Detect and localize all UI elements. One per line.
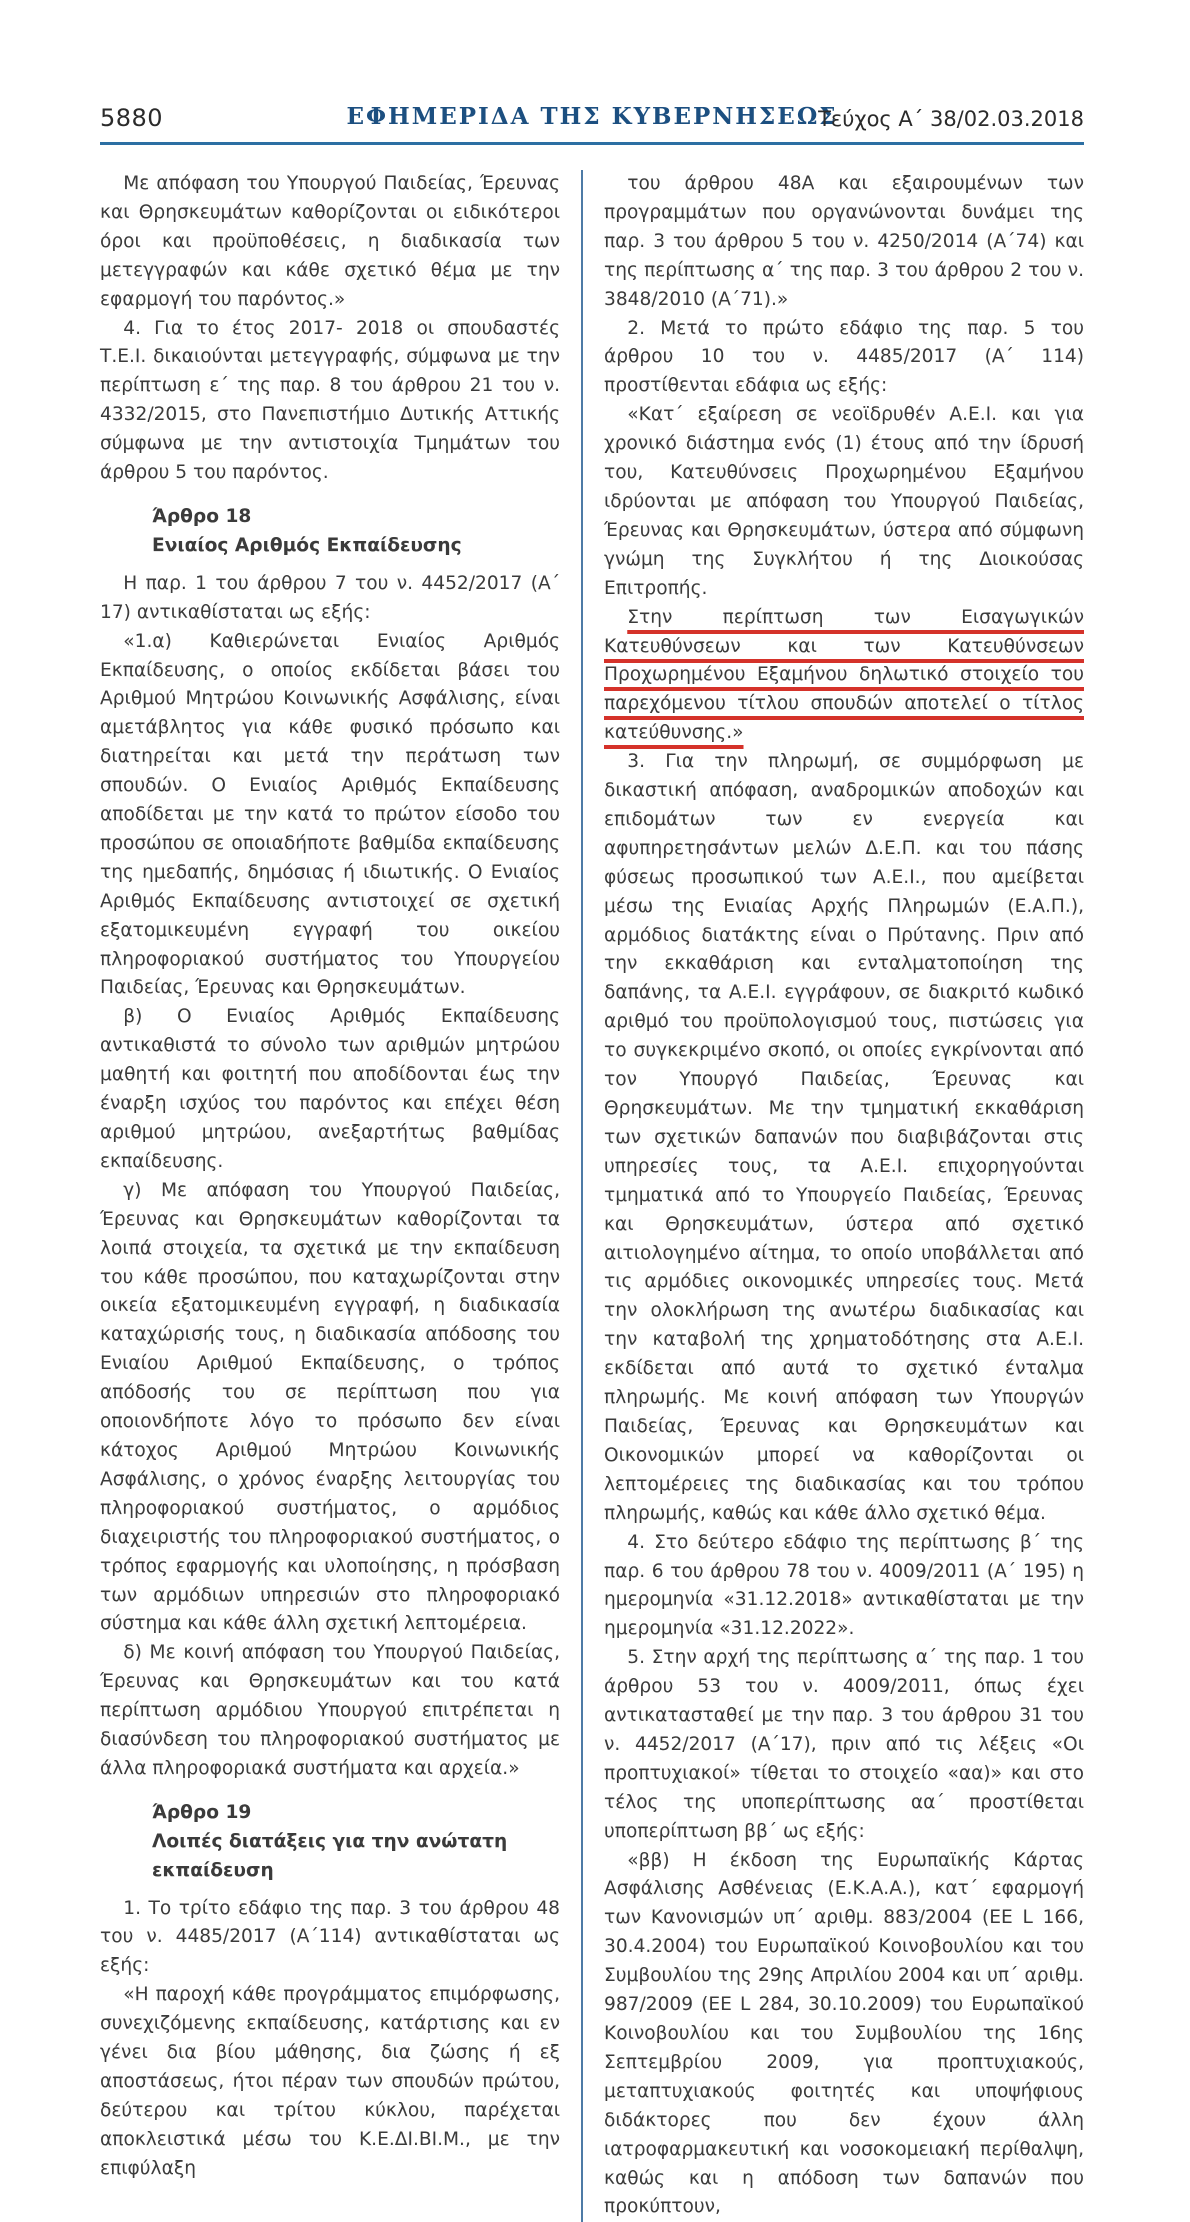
paragraph: β) Ο Ενιαίος Αριθμός Εκπαίδευσης αντικαθιστά το σύνολο των αριθμών μητρώου μαθητή και φοιτητή που αποδίδονται έως την έναρξη ισχύος του παρόντος και επέχει θέση αριθμού μητρώου, ανεξαρτήτως βαθμίδας εκπαίδευσης. bbox=[100, 1006, 560, 1172]
two-column-body bbox=[100, 170, 1084, 2222]
paragraph: 4. Για το έτος 2017- 2018 οι σπουδαστές Τ.Ε.Ι. δικαιούνται μετεγγραφής, σύμφωνα με την περίπτωση ε΄ της παρ. 8 του άρθρου 21 του ν. 4332/2015, στο Πανεπιστήμιο Δυτικής Αττικής σύμφωνα με την αντιστοιχία Τμημάτων του άρθρου 5 του παρόντος. bbox=[100, 317, 560, 484]
paragraph: 4. Στο δεύτερο εδάφιο της περίπτωσης β΄ της παρ. 6 του άρθρου 78 του ν. 4009/2011 (Α΄ 195) η ημερομηνία «31.12.2018» αντικαθίσταται με την ημερομηνία «31.12.2022». bbox=[604, 1531, 1084, 1640]
paragraph: γ) Με απόφαση του Υπουργού Παιδείας, Έρευνας και Θρησκευμάτων καθορίζονται τα λοιπά στοιχεία, τα σχετικά με την εκπαίδευση του κάθε προσώπου, που καταχωρίζονται στην οικεία εξατομικευμένη εγγραφή, η διαδικασία καταχώρισής τους, η διαδικασία απόδοσης του Ενιαίου Αριθμού Εκπαίδευσης, ο τρόπος απόδοσής του σε περίπτωση που για οποιονδήποτε λόγο το πρόσωπο δεν είναι κάτοχος Αριθμού Μητρώου Κοινωνικής Ασφάλισης, ο χρόνος έναρξης λειτουργίας του πληροφοριακού συστήματος, ο αρμόδιος διαχειριστής του πληροφοριακού συστήματος, ο τρόπος εφαρμογής και υλοποίησης, η πρόσβαση των αρμόδιων υπηρεσιών στο πληροφοριακό σύστημα και κάθε άλλη σχετική λεπτομέρεια. bbox=[100, 1179, 560, 1635]
issue-info: Τεύχος Α΄ 38/02.03.2018 bbox=[818, 107, 1084, 131]
article-18-heading bbox=[100, 503, 560, 561]
paragraph: δ) Με κοινή απόφαση του Υπουργού Παιδείας, Έρευνας και Θρησκευμάτων και του κατά περίπτωση αρμόδιου Υπουργού επιτρέπεται η διασύνδεση του πληροφοριακού συστήματος με άλλα πληροφοριακά συστήματα και αρχεία.» bbox=[100, 1642, 560, 1779]
paragraph: «1.α) Καθιερώνεται Ενιαίος Αριθμός Εκπαίδευσης, ο οποίος εκδίδεται βάσει του Αριθμού Μητρώου Κοινωνικής Ασφάλισης, είναι αμετάβλητος για κάθε φυσικό πρόσωπο και διατηρείται και μετά την περάτωση των σπουδών. Ο Ενιαίος Αριθμός Εκπαίδευσης αποδίδεται με την κατά το πρώτον είσοδο του προσώπου σε οποιαδήποτε βαθμίδα εκπαίδευσης της ημεδαπής, δημόσιας ή ιδιωτικής. Ο Ενιαίος Αριθμός Εκπαίδευσης αντιστοιχεί σε σχετική εξατομικευμένη εγγραφή του οικείου πληροφοριακού συστήματος του Υπουργείου Παιδείας, Έρευνας και Θρησκευμάτων. bbox=[100, 630, 560, 999]
right-column bbox=[604, 170, 1084, 2222]
left-column bbox=[100, 170, 560, 2222]
header-rule bbox=[100, 142, 1084, 145]
paragraph: 3. Για την πληρωμή, σε συμμόρφωση με δικαστική απόφαση, αναδρομικών αποδοχών και επιδομάτων των εν ενεργεία και αφυπηρετησάντων μελών Δ.Ε.Π. και του πάσης φύσεως προσωπικού των Α.Ε.Ι., που αμείβεται μέσω της Ενιαίας Αρχής Πληρωμών (Ε.Α.Π.), αρμόδιος διατάκτης είναι ο Πρύτανης. Πριν από την εκκαθάριση και ενταλματοποίηση της δαπάνης, τα Α.Ε.Ι. εγγράφουν, σε διακριτό κωδικό αριθμό του προϋπολογισμού τους, πιστώσεις για το συγκεκριμένο σκοπό, οι οποίες εγκρίνονται από τον Υπουργό Παιδείας, Έρευνας και Θρησκευμάτων. Με την τμηματική εκκαθάριση των σχετικών δαπανών που διαβιβάζονται στις υπηρεσίες τους, τα Α.Ε.Ι. επιχορηγούνται τμηματικά από το Υπουργείο Παιδείας, Έρευνας και Θρησκευμάτων, ύστερα από σχετικό αιτιολογημένο αίτημα, το οποίο υποβάλλεται από τις αρμόδιες οικονομικές υπηρεσίες τους. Μετά την ολοκλήρωση της ανωτέρω διαδικασίας και την καταβολή της χρηματοδότησης στα Α.Ε.Ι. εκδίδεται από αυτά το σχετικό ένταλμα πληρωμής. Με κοινή απόφαση των Υπουργών Παιδείας, Έρευνας και Θρησκευμάτων και Οικονομικών μπορεί να καθορίζονται οι λεπτομέρειες της διαδικασίας και του τρόπου πληρωμής, καθώς και κάθε άλλο σχετικό θέμα. bbox=[604, 751, 1084, 1524]
paragraph: «Κατ΄ εξαίρεση σε νεοϊδρυθέν Α.Ε.Ι. και για χρονικό διάστημα ενός (1) έτους από την ίδρυσή του, Κατευθύνσεις Προχωρημένου Εξαμήνου ιδρύονται με απόφαση του Υπουργού Παιδείας, Έρευνας και Θρησκευμάτων, ύστερα από σύμφωνη γνώμη της Συγκλήτου ή της Διοικούσας Επιτροπής. bbox=[604, 404, 1084, 599]
paragraph: Η παρ. 1 του άρθρου 7 του ν. 4452/2017 (Α΄ 17) αντικαθίσταται ως εξής: bbox=[100, 572, 560, 623]
paragraph: 2. Μετά το πρώτο εδάφιο της παρ. 5 του άρθρου 10 του ν. 4485/2017 (Α΄ 114) προστίθενται εδάφια ως εξής: bbox=[604, 317, 1084, 397]
article-number: Άρθρο 18 bbox=[152, 505, 252, 527]
paragraph: 5. Στην αρχή της περίπτωσης α΄ της παρ. 1 του άρθρου 53 του ν. 4009/2011, όπως έχει αντικατασταθεί με την παρ. 3 του άρθρου 31 του ν. 4452/2017 (Α΄17), πριν από τις λέξεις «Οι προπτυχιακοί» τίθεται το στοιχείο «αα)» και στο τέλος της υποπερίπτωσης αα΄ προστίθεται υποπερίπτωση ββ΄ ως εξής: bbox=[604, 1647, 1084, 1842]
paragraph: «Η παροχή κάθε προγράμματος επιμόρφωσης, συνεχιζόμενης εκπαίδευσης, κατάρτισης και εν γένει δια βίου μάθησης, δια ζώσης ή εξ αποστάσεως, ήτοι πέραν των σπουδών πρώτου, δεύτερου και τρίτου κύκλου, παρέχεται αποκλειστικά μέσω του Κ.Ε.ΔΙ.ΒΙ.Μ., με την επιφύλαξη bbox=[100, 1984, 560, 2179]
article-title: Λοιπές διατάξεις για την ανώτατη εκπαίδευση bbox=[152, 1830, 508, 1881]
journal-title: ΕΦΗΜΕΡΙΔΑ ΤΗΣ ΚΥΒΕΡΝΗΣΕΩΣ bbox=[346, 103, 838, 130]
page-header bbox=[100, 100, 1084, 134]
paragraph: του άρθρου 48Α και εξαιρουμένων των προγραμμάτων που οργανώνονται δυνάμει της παρ. 3 του άρθρου 5 του ν. 4250/2014 (Α΄74) και της περίπτωσης α΄ της παρ. 3 του άρθρου 2 του ν. 3848/2010 (Α΄71).» bbox=[604, 173, 1084, 310]
column-divider bbox=[581, 170, 583, 2222]
page-number: 5880 bbox=[100, 104, 164, 132]
paragraph: 1. Το τρίτο εδάφιο της παρ. 3 του άρθρου 48 του ν. 4485/2017 (Α΄114) αντικαθίσταται ως εξής: bbox=[100, 1897, 560, 1977]
paragraph: Με απόφαση του Υπουργού Παιδείας, Έρευνας και Θρησκευμάτων καθορίζονται οι ειδικότεροι όροι και προϋποθέσεις, η διαδικασία των μετεγγραφών και κάθε σχετικό θέμα με την εφαρμογή του παρόντος.» bbox=[100, 173, 560, 310]
article-19-heading bbox=[100, 1799, 560, 1886]
article-number: Άρθρο 19 bbox=[152, 1801, 252, 1823]
paragraph: «ββ) Η έκδοση της Ευρωπαϊκής Κάρτας Ασφάλισης Ασθένειας (Ε.Κ.Α.Α.), κατ΄ εφαρμογή των Κανονισμών υπ΄ αριθμ. 883/2004 (ΕΕ L 166, 30.4.2004) του Ευρωπαϊκού Κοινοβουλίου και του Συμβουλίου της 29ης Απριλίου 2004 και υπ΄ αριθμ. 987/2009 (ΕΕ L 284, 30.10.2009) του Ευρωπαϊκού Κοινοβουλίου και του Συμβουλίου της 16ης Σεπτεμβρίου 2009, για προπτυχιακούς, μεταπτυχιακούς φοιτητές και υποψήφιους διδάκτορες που δεν έχουν άλλη ιατροφαρμακευτική και νοσοκομειακή περίθαλψη, καθώς και η απόδοση των δαπανών που προκύπτουν, bbox=[604, 1849, 1084, 2218]
article-title: Ενιαίος Αριθμός Εκπαίδευσης bbox=[152, 534, 462, 556]
red-underlined-passage: Στην περίπτωση των Εισαγωγικών Κατευθύνσεων και των Κατευθύνσεων Προχωρημένου Εξαμήνου δηλωτικό στοιχείο του παρεχόμενου τίτλου σπουδών αποτελεί ο τίτλος κατεύθυνσης.» bbox=[604, 606, 1084, 744]
